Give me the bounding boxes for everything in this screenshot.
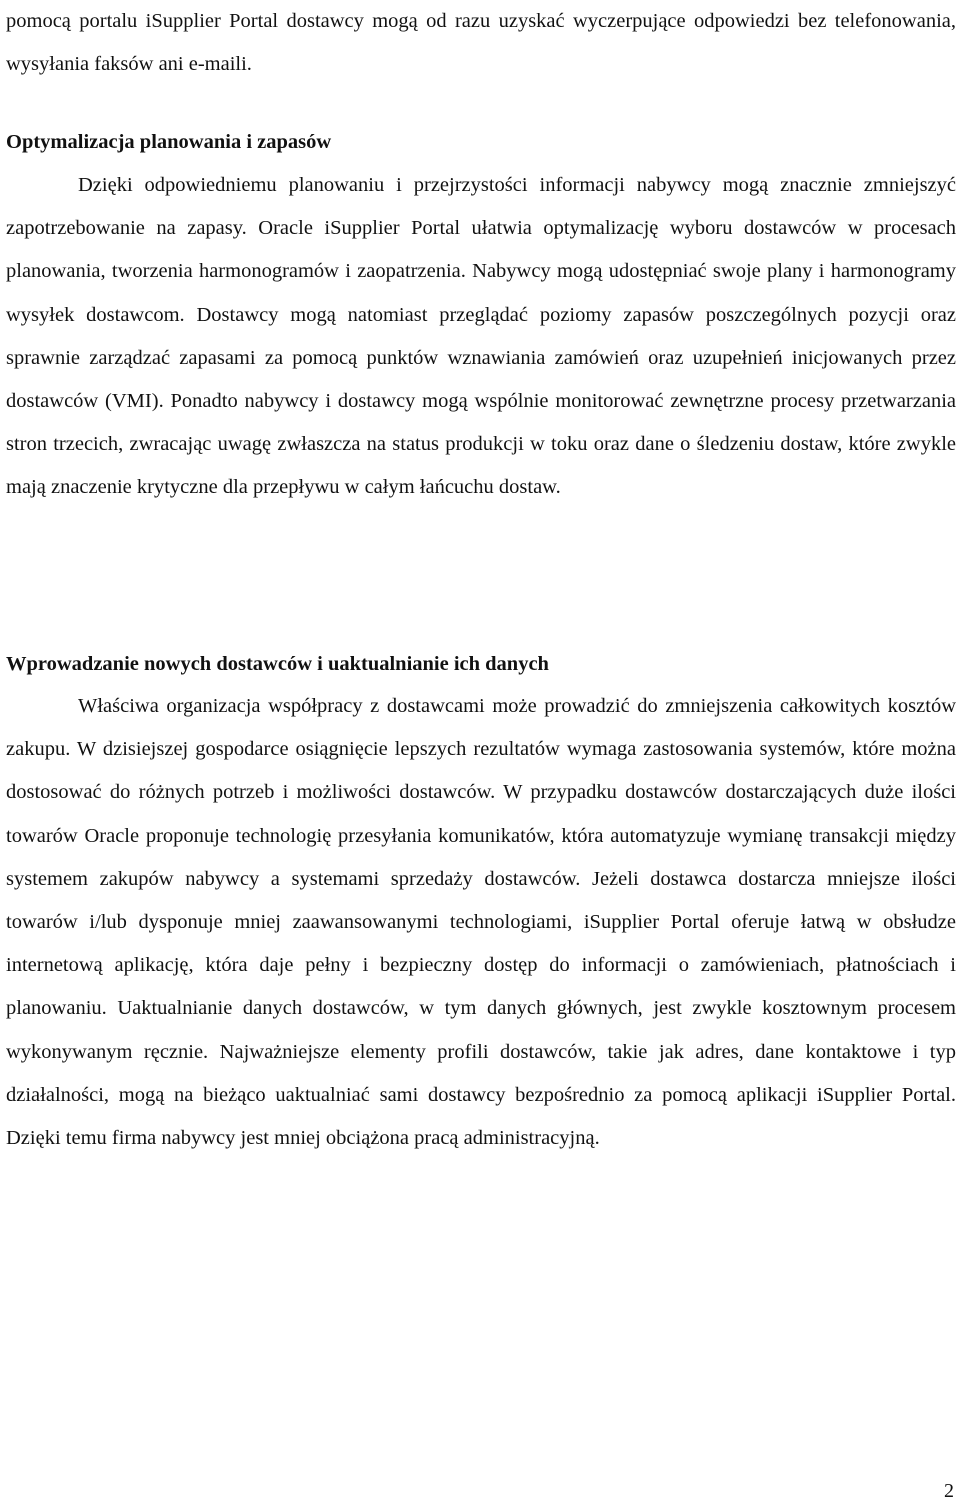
section-paragraph-planning: Dzięki odpowiedniemu planowaniu i przejrzystości informacji nabywcy mogą znacznie zmniejszyć zapotrzebowanie na zapasy. Oracle iSupplier Portal ułatwia optymalizację wyboru dostawców w procesach planowania, tworzenia harmonogramów i zaopatrzenia. Nabywcy mogą udostępniać swoje plany i harmonogramy wysyłek dostawcom. Dostawcy mogą natomiast przeglądać poziomy zapasów poszczególnych pozycji oraz sprawnie zarządzać zapasami za pomocą punktów wznawiania zamówień oraz uzupełnień inicjowanych przez dostawców (VMI). Ponadto nabywcy i dostawcy mogą wspólnie monitorować zewnętrzne procesy przetwarzania stron trzecich, zwracając uwagę zwłaszcza na status produkcji w toku oraz dane o śledzeniu dostaw, które zwykle mają znaczenie krytyczne dla przepływu w całym łańcuchu dostaw. (6, 174, 956, 499)
page-number: 2 (944, 1480, 954, 1502)
section-heading-planning: Optymalizacja planowania i zapasów (6, 131, 332, 153)
section-paragraph-suppliers: Właściwa organizacja współpracy z dostawcami może prowadzić do zmniejszenia całkowitych kosztów zakupu. W dzisiejszej gospodarce osiągnięcie lepszych rezultatów wymaga zastosowania systemów, które można dostosować do różnych potrzeb i możliwości dostawców. W przypadku dostawców dostarczających duże ilości towarów Oracle proponuje technologię przesyłania komunikatów, która automatyzuje wymianę transakcji między systemem zakupów nabywcy a systemami sprzedaży dostawców. Jeżeli dostawca dostarcza mniejsze ilości towarów i/lub dysponuje mniej zaawansowanymi technologiami, iSupplier Portal oferuje łatwą w obsłudze internetową aplikację, która daje pełny i bezpieczny dostęp do informacji o zamówieniach, płatnościach i planowaniu. Uaktualnianie danych dostawców, w tym danych głównych, jest zwykle kosztownym procesem wykonywanym ręcznie. Najważniejsze elementy profili dostawców, takie jak adres, dane kontaktowe i typ działalności, mogą na bieżąco uaktualniać sami dostawcy bezpośrednio za pomocą aplikacji iSupplier Portal. Dzięki temu firma nabywcy jest mniej obciążona pracą administracyjną. (6, 695, 956, 1150)
section-heading-suppliers: Wprowadzanie nowych dostawców i uaktualnianie ich danych (6, 653, 549, 675)
intro-paragraph: pomocą portalu iSupplier Portal dostawcy mogą od razu uzyskać wyczerpujące odpowiedzi bez telefonowania, wysyłania faksów ani e-maili. (6, 10, 956, 76)
